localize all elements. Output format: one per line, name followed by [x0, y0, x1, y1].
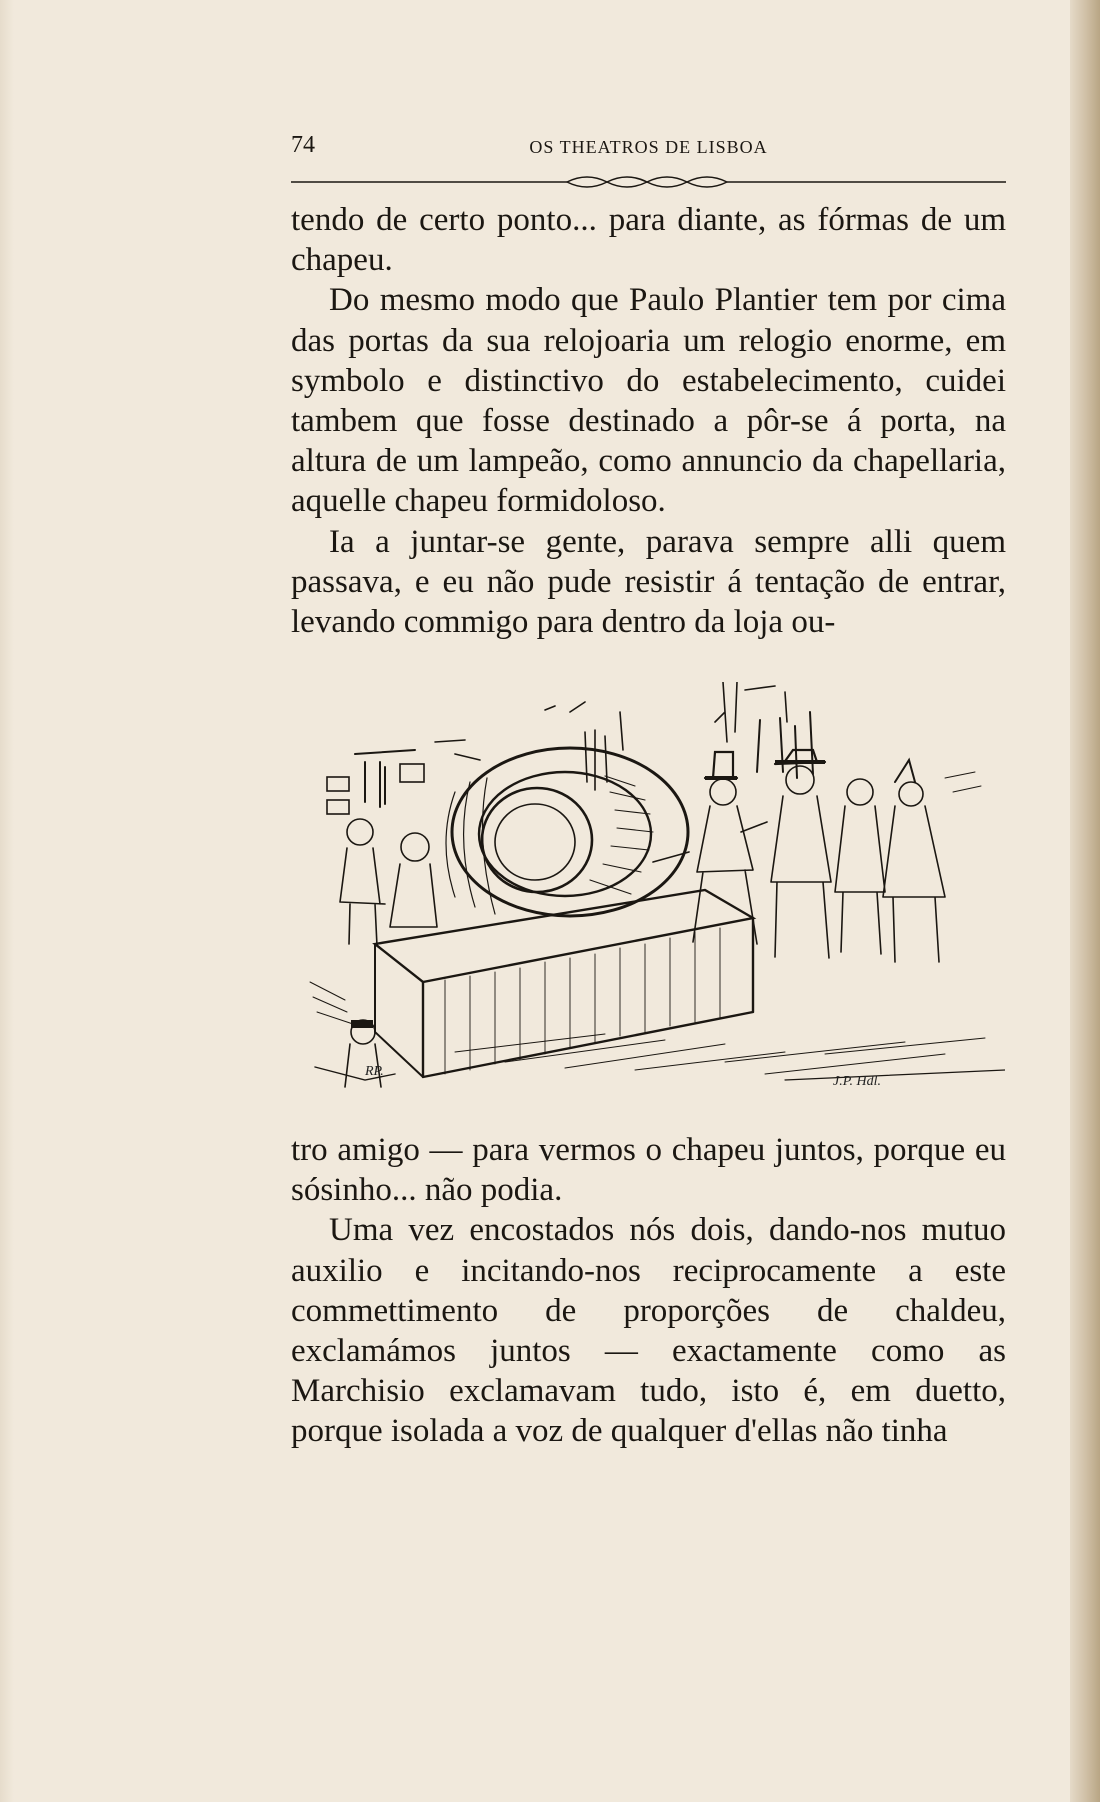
- rule-ornament: [567, 177, 727, 187]
- body-text-before-figure: [291, 200, 1006, 642]
- page-gutter-shadow: [0, 0, 14, 1802]
- page-header: [291, 132, 1006, 162]
- engraving-drawing: [305, 682, 1005, 1094]
- page-number: 74: [291, 132, 315, 158]
- ornamental-rule: [291, 170, 1006, 194]
- body-text-after-figure: [291, 1130, 1006, 1452]
- artist-signature-left: RP.: [365, 1064, 384, 1079]
- page-edge-shadow: [1070, 0, 1100, 1802]
- running-title: OS THEATROS DE LISBOA: [529, 137, 768, 157]
- paragraph: Ia a juntar-se gente, parava sempre alli quem passava, e eu não pude resistir á tentação de entrar, levando commigo para dentro da loja ou-: [291, 523, 1006, 641]
- artist-signature-right: J.P. Hdl.: [833, 1074, 881, 1089]
- paragraph: tro amigo — para vermos o chapeu juntos, porque eu sósinho... não podia.: [291, 1132, 1006, 1209]
- paragraph: Uma vez encostados nós dois, dando-nos mutuo auxilio e incitando-nos reciprocamente a este commettimento de proporções de chaldeu, exclamámos juntos — exactamente como as Marchisio exclamavam tudo, isto é, em duetto, porque isolada a voz de qualquer d'ellas não tinha: [291, 1212, 1006, 1450]
- engraving-illustration: [305, 682, 1005, 1094]
- paragraph: Do mesmo modo que Paulo Plantier tem por cima das portas da sua relojoaria um relogio enorme, em symbolo e distinctivo do estabelecimento, cuidei tambem que fosse destinado a pôr-se á porta, na altura de um lampeão, como annuncio da chapellaria, aquelle chapeu formidoloso.: [291, 282, 1006, 520]
- paragraph: tendo de certo ponto... para diante, as fórmas de um chapeu.: [291, 202, 1006, 279]
